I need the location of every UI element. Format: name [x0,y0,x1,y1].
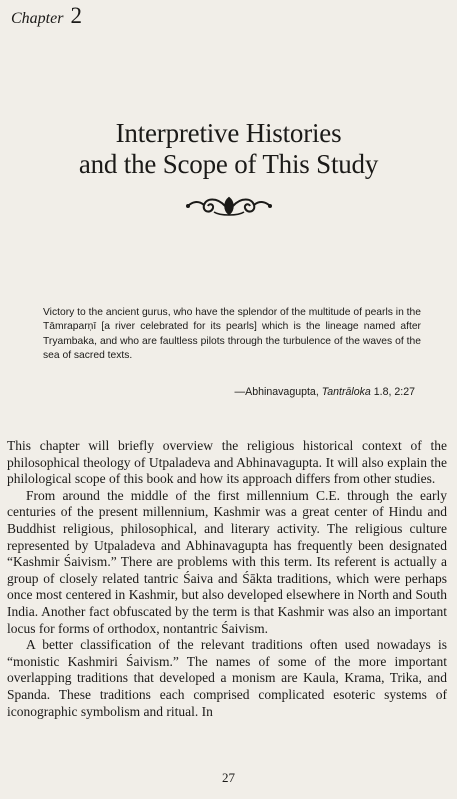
attribution-reference: 1.8, 2:27 [370,386,415,398]
attribution-work: Tantrāloka [321,386,371,398]
epigraph-attribution [235,386,415,398]
paragraph-2: From around the middle of the first millennium C.E. through the early centuries of the present millennium, Kashmir was a great center of Hindu and Buddhist religious, philosophical, and literary activity. The religious culture represented by Utpaladeva and Abhinavagupta has frequently been designated “Kashmir Śaivism.” There are problems with this term. Its referent is actually a group of closely related tantric Śaiva and Śākta traditions, which were perhaps once most centered in Kashmir, but also developed elsewhere in North and South India. Another fact obfuscated by the term is that Kashmir was also an important locus for forms of orthodox, nontantric Śaivism. [7,487,447,636]
chapter-word: Chapter [11,10,64,27]
epigraph-text: Victory to the ancient gurus, who have the splendor of the multitude of pearls in the Tāmraparṇī [a river celebrated for its pearls] which is the lineage named after Tryambaka, and who are faultless pilots through the turbulence of the waves of the sea of sacred texts. [43,307,421,361]
body-text [7,438,447,720]
scroll-flourish-ornament-icon [184,192,274,220]
paragraph-3: A better classification of the relevant traditions often used nowadays is “monistic Kashmiri Śaivism.” The names of some of the more important overlapping traditions that developed a monism are Kaula, Krama, Trika, and Spanda. These traditions each comprised complicated esoteric systems of iconographic symbolism and ritual. In [7,637,447,719]
chapter-number: 2 [70,3,82,28]
chapter-title-line-1: Interpretive Histories [115,118,342,148]
chapter-label [11,4,82,31]
attribution-author: —Abhinavagupta, [234,386,322,398]
page-number: 27 [222,770,235,785]
paragraph-1: This chapter will briefly overview the religious historical context of the philosophical theology of Utpaladeva and Abhinavagupta. It will also explain the philological scope of this book and how its approach differs from other studies. [7,438,447,487]
chapter-title-line-2: and the Scope of This Study [78,149,379,179]
